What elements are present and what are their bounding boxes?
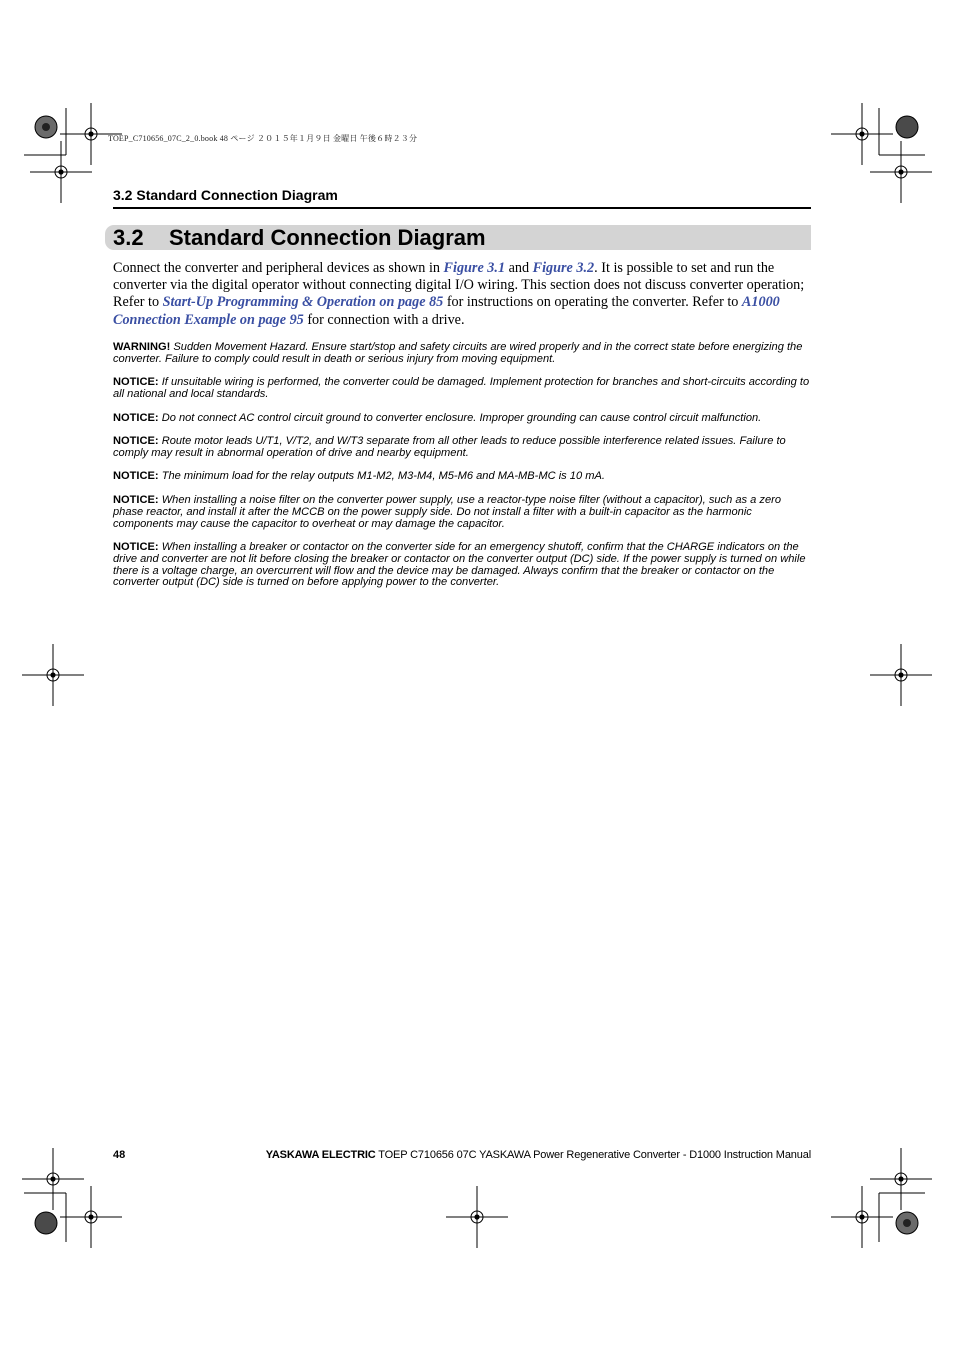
note-label: NOTICE:: [113, 541, 159, 553]
section-heading: [113, 225, 486, 250]
note-label: NOTICE:: [113, 470, 159, 482]
notice-note: [113, 495, 811, 530]
footer-brand: YASKAWA ELECTRIC: [265, 1149, 376, 1161]
running-header: 3.2 Standard Connection Diagram: [113, 187, 338, 203]
note-text: Route motor leads U/T1, V/T2, and W/T3 separate from all other leads to reduce possible interference related issues. Failure to comply may result in abnormal operation of drive and nearby equipment.: [113, 435, 786, 459]
note-text: When installing a noise filter on the converter power supply, use a reactor-type noise filter (without a capacitor), such as a zero phase reactor, and install it after the MCCB on the power supply side. Do not install a filter with a built-in capacitor as the harmonic components may cause the capacitor to overheat or may damage the capacitor.: [113, 494, 781, 530]
notice-note: [113, 542, 811, 589]
note-label: NOTICE:: [113, 412, 159, 424]
header-rule: [113, 207, 811, 209]
note-label: NOTICE:: [113, 435, 159, 447]
intro-text: Connect the converter and peripheral devices as shown in: [113, 260, 444, 276]
print-info-line: TOEP_C710656_07C_2_0.book 48 ページ ２０１５年１月９日 金曜日 午後６時２３分: [108, 134, 418, 143]
note-text: The minimum load for the relay outputs M1-M2, M3-M4, M5-M6 and MA-MB-MC is 10 mA.: [158, 470, 605, 482]
link-startup-programming[interactable]: Start-Up Programming & Operation on page 85: [162, 294, 444, 311]
link-a1000-connection-example[interactable]: A1000 Connection Example on page 95: [113, 294, 780, 328]
intro-paragraph: [113, 260, 811, 329]
note-label: NOTICE:: [113, 494, 159, 506]
link-figure-3-1[interactable]: Figure 3.1: [443, 260, 506, 276]
intro-text: for instructions on operating the converter. Refer to: [443, 294, 742, 311]
page-number: 48: [113, 1149, 126, 1161]
notice-note: [113, 413, 811, 425]
intro-text: . It is possible to set and run the converter via the digital operator without connecting digital I/O wiring. This section does not discuss converter operation; Refer to: [113, 260, 805, 311]
page-footer: [266, 1149, 811, 1161]
section-number: 3.2: [113, 225, 144, 250]
note-text: When installing a breaker or contactor on the converter side for an emergency shutoff, confirm that the CHARGE indicators on the drive and converter are not lit before closing the breaker or contactor on the converter output (DC) side. If the power supply is turned on while there is a voltage charge, an overcurrent will flow and the device may be damaged. Always confirm that the breaker or contactor on the converter output (DC) side is turned on before applying power to the converter.: [113, 541, 806, 589]
footer-title: TOEP C710656 07C YASKAWA Power Regenerative Converter - D1000 Instruction Manual: [375, 1149, 811, 1161]
note-text: Sudden Movement Hazard. Ensure start/stop and safety circuits are wired properly and in the correct state before energizing the converter. Failure to comply could result in death or serious injury from moving equipment.: [113, 341, 803, 365]
intro-text: for connection with a drive.: [303, 311, 465, 328]
intro-text: and: [505, 260, 533, 276]
section-title: Standard Connection Diagram: [169, 225, 486, 250]
note-label: WARNING!: [113, 341, 171, 353]
link-figure-3-2[interactable]: Figure 3.2: [532, 260, 595, 276]
note-text: If unsuitable wiring is performed, the converter could be damaged. Implement protection for branches and short-circuits according to all national and local standards.: [113, 376, 810, 400]
warning-note: [113, 342, 811, 366]
notice-note: [113, 377, 811, 401]
notice-note: [113, 471, 811, 483]
notice-note: [113, 436, 811, 460]
note-label: NOTICE:: [113, 376, 159, 388]
note-text: Do not connect AC control circuit ground to converter enclosure. Improper grounding can cause control circuit malfunction.: [158, 412, 762, 424]
